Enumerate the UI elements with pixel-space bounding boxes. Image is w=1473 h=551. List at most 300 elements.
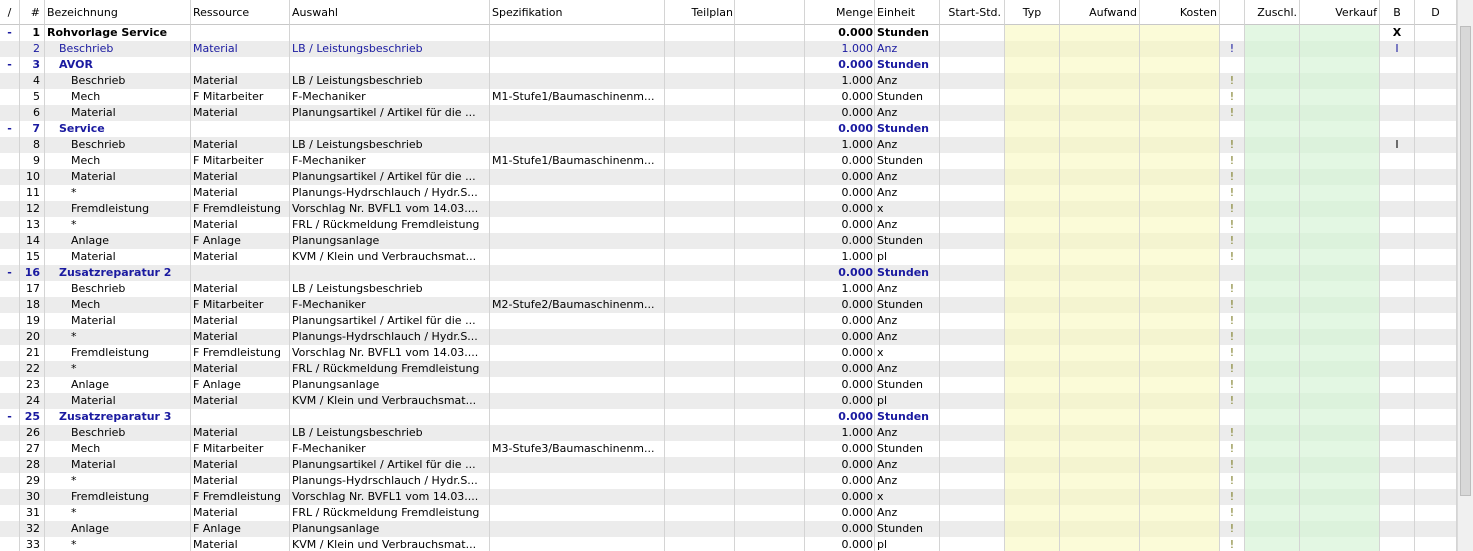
row-d[interactable] xyxy=(1415,57,1457,73)
vertical-scrollbar[interactable] xyxy=(1457,0,1473,551)
row-typ[interactable] xyxy=(1005,169,1060,185)
row-spezifikation[interactable] xyxy=(490,473,665,489)
row-typ[interactable] xyxy=(1005,105,1060,121)
row-aufwand[interactable] xyxy=(1060,441,1140,457)
row-auswahl[interactable]: Planungsanlage xyxy=(290,233,490,249)
row-d[interactable] xyxy=(1415,185,1457,201)
row-verkauf[interactable] xyxy=(1300,137,1380,153)
row-number[interactable]: 29 xyxy=(20,473,45,489)
row-menge[interactable]: 0.000 xyxy=(805,25,875,41)
row-verkauf[interactable] xyxy=(1300,329,1380,345)
row-number[interactable]: 11 xyxy=(20,185,45,201)
row-kosten[interactable] xyxy=(1140,105,1220,121)
row-ressource[interactable]: Material xyxy=(191,105,290,121)
row-flag[interactable]: ! xyxy=(1220,137,1245,153)
row-einheit[interactable]: Anz xyxy=(875,73,940,89)
col-header-flag[interactable] xyxy=(1220,0,1245,25)
row-auswahl[interactable]: LB / Leistungsbeschrieb xyxy=(290,41,490,57)
table-row[interactable] xyxy=(0,473,1457,489)
row-start-std[interactable] xyxy=(940,169,1005,185)
row-typ[interactable] xyxy=(1005,57,1060,73)
row-aufwand[interactable] xyxy=(1060,233,1140,249)
row-flag[interactable]: ! xyxy=(1220,441,1245,457)
row-teilplan[interactable] xyxy=(665,185,735,201)
row-kosten[interactable] xyxy=(1140,441,1220,457)
row-typ[interactable] xyxy=(1005,377,1060,393)
row-flag[interactable]: ! xyxy=(1220,537,1245,551)
row-verkauf[interactable] xyxy=(1300,249,1380,265)
row-number[interactable]: 24 xyxy=(20,393,45,409)
row-kosten[interactable] xyxy=(1140,457,1220,473)
row-ressource[interactable]: Material xyxy=(191,249,290,265)
row-start-std[interactable] xyxy=(940,441,1005,457)
row-auswahl[interactable]: FRL / Rückmeldung Fremdleistung xyxy=(290,217,490,233)
row-blank[interactable] xyxy=(735,265,805,281)
row-verkauf[interactable] xyxy=(1300,521,1380,537)
row-start-std[interactable] xyxy=(940,249,1005,265)
row-typ[interactable] xyxy=(1005,345,1060,361)
row-verkauf[interactable] xyxy=(1300,345,1380,361)
row-flag[interactable]: ! xyxy=(1220,473,1245,489)
row-teilplan[interactable] xyxy=(665,521,735,537)
row-b[interactable]: I xyxy=(1380,41,1415,57)
row-d[interactable] xyxy=(1415,201,1457,217)
row-kosten[interactable] xyxy=(1140,361,1220,377)
row-b[interactable] xyxy=(1380,281,1415,297)
row-bezeichnung[interactable]: Anlage xyxy=(45,377,191,393)
row-number[interactable]: 21 xyxy=(20,345,45,361)
row-ressource[interactable]: Material xyxy=(191,313,290,329)
table-row[interactable] xyxy=(0,505,1457,521)
row-d[interactable] xyxy=(1415,313,1457,329)
row-teilplan[interactable] xyxy=(665,57,735,73)
row-start-std[interactable] xyxy=(940,297,1005,313)
row-aufwand[interactable] xyxy=(1060,169,1140,185)
row-d[interactable] xyxy=(1415,329,1457,345)
row-zuschl[interactable] xyxy=(1245,505,1300,521)
row-ressource[interactable]: F Fremdleistung xyxy=(191,345,290,361)
row-flag[interactable]: ! xyxy=(1220,153,1245,169)
row-einheit[interactable]: Anz xyxy=(875,457,940,473)
col-header-blank[interactable] xyxy=(735,0,805,25)
row-aufwand[interactable] xyxy=(1060,537,1140,551)
row-d[interactable] xyxy=(1415,537,1457,551)
row-einheit[interactable]: Stunden xyxy=(875,377,940,393)
row-aufwand[interactable] xyxy=(1060,425,1140,441)
row-toggle[interactable] xyxy=(0,393,20,409)
row-toggle[interactable] xyxy=(0,169,20,185)
row-blank[interactable] xyxy=(735,73,805,89)
table-row[interactable] xyxy=(0,201,1457,217)
row-ressource[interactable]: Material xyxy=(191,393,290,409)
row-auswahl[interactable]: Vorschlag Nr. BVFL1 vom 14.03.... xyxy=(290,201,490,217)
row-b[interactable]: X xyxy=(1380,25,1415,41)
row-bezeichnung[interactable]: Mech xyxy=(45,297,191,313)
row-start-std[interactable] xyxy=(940,121,1005,137)
row-menge[interactable]: 0.000 xyxy=(805,57,875,73)
row-kosten[interactable] xyxy=(1140,505,1220,521)
row-aufwand[interactable] xyxy=(1060,505,1140,521)
row-teilplan[interactable] xyxy=(665,329,735,345)
row-toggle[interactable] xyxy=(0,137,20,153)
row-typ[interactable] xyxy=(1005,41,1060,57)
row-einheit[interactable]: x xyxy=(875,201,940,217)
row-d[interactable] xyxy=(1415,217,1457,233)
row-b[interactable] xyxy=(1380,489,1415,505)
row-b[interactable] xyxy=(1380,409,1415,425)
row-verkauf[interactable] xyxy=(1300,313,1380,329)
row-bezeichnung[interactable]: Fremdleistung xyxy=(45,201,191,217)
row-number[interactable]: 30 xyxy=(20,489,45,505)
row-bezeichnung[interactable]: Service xyxy=(45,121,191,137)
row-typ[interactable] xyxy=(1005,361,1060,377)
row-blank[interactable] xyxy=(735,313,805,329)
row-start-std[interactable] xyxy=(940,377,1005,393)
row-number[interactable]: 14 xyxy=(20,233,45,249)
row-verkauf[interactable] xyxy=(1300,473,1380,489)
row-flag[interactable]: ! xyxy=(1220,89,1245,105)
table-row[interactable] xyxy=(0,73,1457,89)
row-b[interactable] xyxy=(1380,377,1415,393)
row-start-std[interactable] xyxy=(940,281,1005,297)
row-aufwand[interactable] xyxy=(1060,73,1140,89)
row-blank[interactable] xyxy=(735,345,805,361)
row-bezeichnung[interactable]: * xyxy=(45,473,191,489)
row-flag[interactable]: ! xyxy=(1220,41,1245,57)
row-einheit[interactable]: Anz xyxy=(875,217,940,233)
row-verkauf[interactable] xyxy=(1300,185,1380,201)
row-zuschl[interactable] xyxy=(1245,185,1300,201)
row-zuschl[interactable] xyxy=(1245,89,1300,105)
row-toggle[interactable] xyxy=(0,233,20,249)
row-einheit[interactable]: Anz xyxy=(875,473,940,489)
row-ressource[interactable]: F Fremdleistung xyxy=(191,201,290,217)
row-toggle[interactable] xyxy=(0,361,20,377)
row-einheit[interactable]: Stunden xyxy=(875,521,940,537)
row-kosten[interactable] xyxy=(1140,537,1220,551)
row-aufwand[interactable] xyxy=(1060,137,1140,153)
row-ressource[interactable]: F Mitarbeiter xyxy=(191,441,290,457)
row-typ[interactable] xyxy=(1005,73,1060,89)
row-menge[interactable]: 1.000 xyxy=(805,137,875,153)
row-verkauf[interactable] xyxy=(1300,201,1380,217)
row-typ[interactable] xyxy=(1005,121,1060,137)
row-flag[interactable]: ! xyxy=(1220,201,1245,217)
row-flag[interactable] xyxy=(1220,57,1245,73)
row-typ[interactable] xyxy=(1005,297,1060,313)
row-number[interactable]: 28 xyxy=(20,457,45,473)
table-row[interactable] xyxy=(0,137,1457,153)
row-bezeichnung[interactable]: * xyxy=(45,329,191,345)
row-zuschl[interactable] xyxy=(1245,441,1300,457)
row-b[interactable] xyxy=(1380,313,1415,329)
row-start-std[interactable] xyxy=(940,25,1005,41)
row-einheit[interactable]: Stunden xyxy=(875,297,940,313)
row-auswahl[interactable] xyxy=(290,121,490,137)
row-d[interactable] xyxy=(1415,41,1457,57)
row-spezifikation[interactable] xyxy=(490,489,665,505)
row-b[interactable] xyxy=(1380,265,1415,281)
row-menge[interactable]: 0.000 xyxy=(805,121,875,137)
row-b[interactable] xyxy=(1380,393,1415,409)
row-teilplan[interactable] xyxy=(665,89,735,105)
row-number[interactable]: 12 xyxy=(20,201,45,217)
row-spezifikation[interactable] xyxy=(490,409,665,425)
row-aufwand[interactable] xyxy=(1060,89,1140,105)
row-bezeichnung[interactable]: * xyxy=(45,185,191,201)
row-zuschl[interactable] xyxy=(1245,121,1300,137)
row-number[interactable]: 2 xyxy=(20,41,45,57)
row-menge[interactable]: 0.000 xyxy=(805,201,875,217)
row-toggle[interactable] xyxy=(0,89,20,105)
row-teilplan[interactable] xyxy=(665,41,735,57)
row-spezifikation[interactable] xyxy=(490,169,665,185)
row-flag[interactable]: ! xyxy=(1220,169,1245,185)
row-menge[interactable]: 0.000 xyxy=(805,409,875,425)
row-spezifikation[interactable] xyxy=(490,537,665,551)
row-kosten[interactable] xyxy=(1140,217,1220,233)
row-verkauf[interactable] xyxy=(1300,105,1380,121)
row-teilplan[interactable] xyxy=(665,73,735,89)
row-auswahl[interactable]: F-Mechaniker xyxy=(290,441,490,457)
row-aufwand[interactable] xyxy=(1060,185,1140,201)
row-blank[interactable] xyxy=(735,249,805,265)
row-einheit[interactable]: Stunden xyxy=(875,265,940,281)
row-ressource[interactable] xyxy=(191,25,290,41)
row-b[interactable] xyxy=(1380,169,1415,185)
row-toggle[interactable] xyxy=(0,521,20,537)
row-teilplan[interactable] xyxy=(665,217,735,233)
row-einheit[interactable]: pl xyxy=(875,393,940,409)
row-kosten[interactable] xyxy=(1140,297,1220,313)
row-typ[interactable] xyxy=(1005,249,1060,265)
row-blank[interactable] xyxy=(735,297,805,313)
row-ressource[interactable]: Material xyxy=(191,361,290,377)
row-typ[interactable] xyxy=(1005,329,1060,345)
row-blank[interactable] xyxy=(735,489,805,505)
row-number[interactable]: 7 xyxy=(20,121,45,137)
row-spezifikation[interactable] xyxy=(490,185,665,201)
row-teilplan[interactable] xyxy=(665,105,735,121)
row-spezifikation[interactable] xyxy=(490,393,665,409)
row-aufwand[interactable] xyxy=(1060,377,1140,393)
row-kosten[interactable] xyxy=(1140,249,1220,265)
row-zuschl[interactable] xyxy=(1245,57,1300,73)
row-blank[interactable] xyxy=(735,137,805,153)
row-kosten[interactable] xyxy=(1140,265,1220,281)
row-zuschl[interactable] xyxy=(1245,217,1300,233)
row-flag[interactable]: ! xyxy=(1220,521,1245,537)
row-einheit[interactable]: pl xyxy=(875,249,940,265)
table-row[interactable] xyxy=(0,185,1457,201)
row-flag[interactable]: ! xyxy=(1220,105,1245,121)
row-toggle[interactable] xyxy=(0,537,20,551)
row-flag[interactable]: ! xyxy=(1220,313,1245,329)
row-aufwand[interactable] xyxy=(1060,41,1140,57)
row-menge[interactable]: 0.000 xyxy=(805,521,875,537)
col-header-b[interactable]: B xyxy=(1380,0,1415,25)
row-toggle[interactable] xyxy=(0,505,20,521)
row-number[interactable]: 25 xyxy=(20,409,45,425)
row-typ[interactable] xyxy=(1005,393,1060,409)
row-einheit[interactable]: Stunden xyxy=(875,409,940,425)
row-bezeichnung[interactable]: * xyxy=(45,361,191,377)
row-menge[interactable]: 0.000 xyxy=(805,105,875,121)
row-teilplan[interactable] xyxy=(665,313,735,329)
row-aufwand[interactable] xyxy=(1060,25,1140,41)
row-bezeichnung[interactable]: Beschrieb xyxy=(45,73,191,89)
row-toggle[interactable] xyxy=(0,489,20,505)
row-blank[interactable] xyxy=(735,505,805,521)
row-b[interactable] xyxy=(1380,57,1415,73)
row-start-std[interactable] xyxy=(940,313,1005,329)
row-teilplan[interactable] xyxy=(665,249,735,265)
row-menge[interactable]: 0.000 xyxy=(805,489,875,505)
row-ressource[interactable] xyxy=(191,409,290,425)
row-spezifikation[interactable] xyxy=(490,425,665,441)
row-b[interactable] xyxy=(1380,73,1415,89)
row-d[interactable] xyxy=(1415,393,1457,409)
row-start-std[interactable] xyxy=(940,361,1005,377)
row-menge[interactable]: 1.000 xyxy=(805,41,875,57)
row-toggle[interactable]: - xyxy=(0,121,20,137)
row-verkauf[interactable] xyxy=(1300,393,1380,409)
row-zuschl[interactable] xyxy=(1245,297,1300,313)
row-teilplan[interactable] xyxy=(665,393,735,409)
row-toggle[interactable] xyxy=(0,329,20,345)
row-einheit[interactable]: Anz xyxy=(875,329,940,345)
row-aufwand[interactable] xyxy=(1060,297,1140,313)
row-teilplan[interactable] xyxy=(665,25,735,41)
table-row[interactable] xyxy=(0,249,1457,265)
row-number[interactable]: 26 xyxy=(20,425,45,441)
row-blank[interactable] xyxy=(735,121,805,137)
row-typ[interactable] xyxy=(1005,505,1060,521)
table-row[interactable] xyxy=(0,233,1457,249)
row-d[interactable] xyxy=(1415,473,1457,489)
row-flag[interactable]: ! xyxy=(1220,233,1245,249)
row-aufwand[interactable] xyxy=(1060,121,1140,137)
row-spezifikation[interactable] xyxy=(490,505,665,521)
table-row[interactable] xyxy=(0,281,1457,297)
row-teilplan[interactable] xyxy=(665,345,735,361)
row-spezifikation[interactable] xyxy=(490,217,665,233)
row-verkauf[interactable] xyxy=(1300,537,1380,551)
row-spezifikation[interactable]: M2-Stufe2/Baumaschinenm... xyxy=(490,297,665,313)
table-row[interactable] xyxy=(0,41,1457,57)
row-teilplan[interactable] xyxy=(665,169,735,185)
row-menge[interactable]: 0.000 xyxy=(805,313,875,329)
table-row[interactable] xyxy=(0,377,1457,393)
row-b[interactable] xyxy=(1380,217,1415,233)
row-start-std[interactable] xyxy=(940,473,1005,489)
row-ressource[interactable]: F Anlage xyxy=(191,377,290,393)
row-start-std[interactable] xyxy=(940,233,1005,249)
row-teilplan[interactable] xyxy=(665,377,735,393)
row-flag[interactable] xyxy=(1220,265,1245,281)
row-typ[interactable] xyxy=(1005,201,1060,217)
row-toggle[interactable] xyxy=(0,201,20,217)
row-einheit[interactable]: Anz xyxy=(875,361,940,377)
row-d[interactable] xyxy=(1415,441,1457,457)
row-flag[interactable] xyxy=(1220,25,1245,41)
row-ressource[interactable]: Material xyxy=(191,457,290,473)
row-bezeichnung[interactable]: Beschrieb xyxy=(45,41,191,57)
row-toggle[interactable] xyxy=(0,185,20,201)
row-spezifikation[interactable] xyxy=(490,121,665,137)
row-ressource[interactable]: F Anlage xyxy=(191,233,290,249)
row-menge[interactable]: 0.000 xyxy=(805,393,875,409)
row-zuschl[interactable] xyxy=(1245,521,1300,537)
row-toggle[interactable] xyxy=(0,281,20,297)
row-spezifikation[interactable] xyxy=(490,281,665,297)
row-kosten[interactable] xyxy=(1140,393,1220,409)
row-kosten[interactable] xyxy=(1140,121,1220,137)
row-bezeichnung[interactable]: Mech xyxy=(45,441,191,457)
row-blank[interactable] xyxy=(735,393,805,409)
row-flag[interactable]: ! xyxy=(1220,393,1245,409)
col-header-verkauf[interactable]: Verkauf xyxy=(1300,0,1380,25)
row-d[interactable] xyxy=(1415,265,1457,281)
row-teilplan[interactable] xyxy=(665,505,735,521)
row-d[interactable] xyxy=(1415,153,1457,169)
row-blank[interactable] xyxy=(735,89,805,105)
row-d[interactable] xyxy=(1415,297,1457,313)
row-auswahl[interactable]: Vorschlag Nr. BVFL1 vom 14.03.... xyxy=(290,345,490,361)
row-teilplan[interactable] xyxy=(665,233,735,249)
row-toggle[interactable] xyxy=(0,441,20,457)
row-zuschl[interactable] xyxy=(1245,169,1300,185)
table-row[interactable] xyxy=(0,57,1457,73)
row-menge[interactable]: 0.000 xyxy=(805,233,875,249)
row-auswahl[interactable]: LB / Leistungsbeschrieb xyxy=(290,425,490,441)
row-verkauf[interactable] xyxy=(1300,169,1380,185)
row-bezeichnung[interactable]: Mech xyxy=(45,89,191,105)
row-verkauf[interactable] xyxy=(1300,505,1380,521)
row-auswahl[interactable]: Planungsanlage xyxy=(290,521,490,537)
row-aufwand[interactable] xyxy=(1060,457,1140,473)
row-spezifikation[interactable] xyxy=(490,345,665,361)
row-teilplan[interactable] xyxy=(665,297,735,313)
row-kosten[interactable] xyxy=(1140,233,1220,249)
row-bezeichnung[interactable]: Fremdleistung xyxy=(45,345,191,361)
row-flag[interactable]: ! xyxy=(1220,345,1245,361)
row-number[interactable]: 22 xyxy=(20,361,45,377)
row-flag[interactable] xyxy=(1220,121,1245,137)
row-kosten[interactable] xyxy=(1140,345,1220,361)
row-b[interactable] xyxy=(1380,249,1415,265)
row-einheit[interactable]: pl xyxy=(875,537,940,551)
row-teilplan[interactable] xyxy=(665,457,735,473)
col-header-auswahl[interactable]: Auswahl xyxy=(290,0,490,25)
row-auswahl[interactable] xyxy=(290,25,490,41)
row-d[interactable] xyxy=(1415,89,1457,105)
row-number[interactable]: 15 xyxy=(20,249,45,265)
row-blank[interactable] xyxy=(735,25,805,41)
row-b[interactable] xyxy=(1380,329,1415,345)
row-flag[interactable]: ! xyxy=(1220,361,1245,377)
row-blank[interactable] xyxy=(735,169,805,185)
row-flag[interactable]: ! xyxy=(1220,425,1245,441)
row-number[interactable]: 17 xyxy=(20,281,45,297)
table-row[interactable] xyxy=(0,489,1457,505)
row-ressource[interactable]: Material xyxy=(191,473,290,489)
row-zuschl[interactable] xyxy=(1245,153,1300,169)
row-d[interactable] xyxy=(1415,521,1457,537)
row-auswahl[interactable] xyxy=(290,409,490,425)
row-number[interactable]: 4 xyxy=(20,73,45,89)
table-row[interactable] xyxy=(0,153,1457,169)
